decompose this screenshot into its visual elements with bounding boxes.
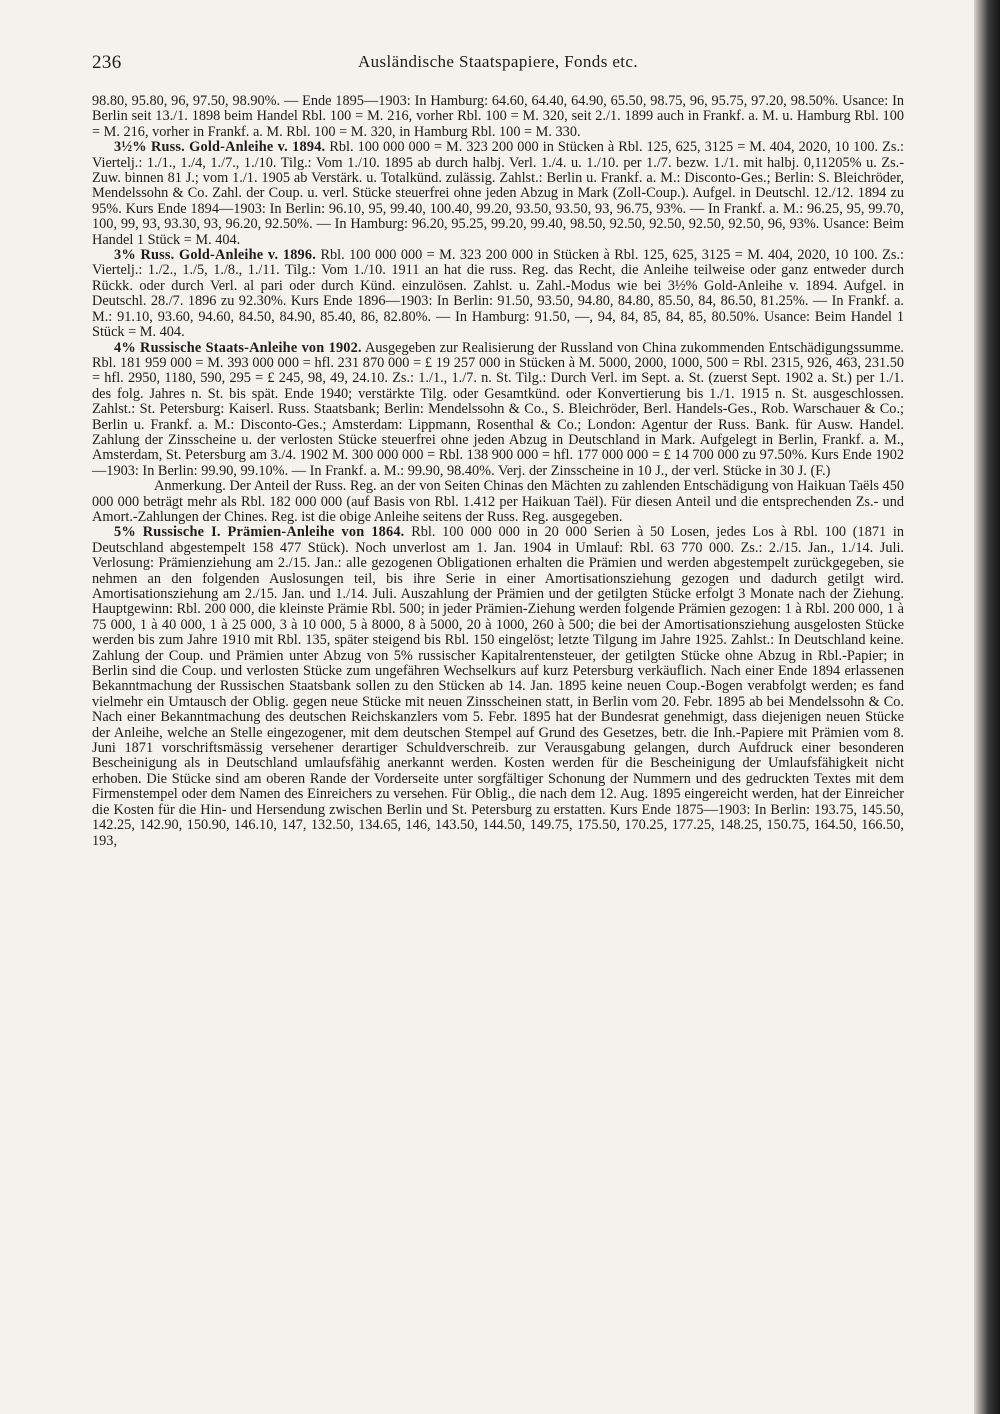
running-title: Ausländische Staatspapiere, Fonds etc. (357, 52, 639, 71)
note-text: Anmerkung. Der Anteil der Russ. Reg. an der von Seiten Chinas den Mächten zu zahlenden Entschädigung von Haikuan Taëls 450 000 000 beträgt mehr als Rbl. 182 000 000 (auf Basis von Rbl. 1.412 per Haikuan Taël). Für diesen Anteil und die entsprechenden Zs.- und Amort.-Zahlungen der Chines. Reg. ist die obige Anleihe seitens der Russ. Reg. ausgegeben. (92, 478, 904, 525)
page-number: 236 (92, 52, 122, 73)
annotation-note (92, 479, 904, 525)
paragraph-text: 98.80, 95.80, 96, 97.50, 98.90%. — Ende 1895—1903: In Hamburg: 64.60, 64.40, 64.90, 65.50, 98.75, 96, 95.75, 97.20, 98.50%. Usance: In Berlin seit 13./1. 1898 beim Handel Rbl. 100 = M. 216, vorher Rbl. 100 = M. 320, seit 2./1. 1899 auch in Frankf. a. M. u. Hamburg Rbl. 100 = M. 216, vorher in Frankf. a. M. Rbl. 100 = M. 320, in Hamburg Rbl. 100 = M. 330. (92, 93, 904, 140)
entry-gold-loan-1894 (92, 140, 904, 248)
entry-text: Ausgegeben zur Realisierung der Russland von China zukommenden Entschädigungssumme. Rbl. 181 959 000 = M. 393 000 000 = hfl. 231 870 000 = £ 19 257 000 in Stücken à M. 5000, 2000, 1000, 500 = Rbl. 2315, 926, 463, 231.50 = hfl. 2950, 1180, 590, 295 = £ 245, 98, 49, 24.10. Zs.: 1./1., 1./7. n. St. Tilg.: Durch Verl. im Sept. a. St. (zuerst Sept. 1902 a. St.) per 1./1. des folg. Jahres n. St. bis spät. Ende 1940; verstärkte Tilg. oder Gesamtkünd. oder Konvertierung bis 1./1. 1915 n. St. ausgeschlossen. Zahlst.: St. Petersburg: Kaiserl. Russ. Staatsbank; Berlin: Mendelssohn & Co., S. Bleichröder, Berl. Handels-Ges., Rob. Warschauer & Co.; Berlin u. Frankf. a. M.: Disconto-Ges.; Amsterdam: Lippmann, Rosenthal & Co.; London: Agentur der Russ. Bank. für Ausw. Handel. Zahlung der Zinsscheine u. der verlosten Stücke steuerfrei ohne jeden Abzug in Deutschland in Mark. Aufgelegt in Berlin, Frankf. a. M., Amsterdam, St. Petersburg am 3./4. 1902 M. 300 000 000 = Rbl. 138 900 000 = hfl. 177 000 000 = £ 14 700 000 zu 97.50%. Kurs Ende 1902—1903: In Berlin: 99.90, 99.10%. — In Frankf. a. M.: 99.90, 98.40%. Verj. der Zinsscheine in 10 J., der verl. Stücke in 30 J. (F.) (92, 339, 904, 479)
page-header (92, 52, 904, 78)
entry-state-loan-1902 (92, 341, 904, 480)
document-page (92, 52, 904, 849)
book-spine-edge (974, 0, 1000, 1414)
entry-title: 4% Russische Staats-Anleihe von 1902. (114, 339, 362, 356)
entry-text: Rbl. 100 000 000 = M. 323 200 000 in Stücken à Rbl. 125, 625, 3125 = M. 404, 2020, 10 100. Zs.: Viertelj.: 1./2., 1./5, 1./8., 1./11. Tilg.: Vom 1./10. 1911 an hat die russ. Reg. das Recht, die Anleihe teilweise oder ganz entweder durch Rückk. oder durch Verl. al pari oder durch Künd. einzulösen. Zahlst. u. Zahl.-Modus wie bei 3½% Gold-Anleihe v. 1894. Aufgel. in Deutschl. 28./7. 1896 zu 92.30%. Kurs Ende 1896—1903: In Berlin: 91.50, 93.50, 94.80, 84.80, 85.50, 84, 86.50, 81.25%. — In Frankf. a. M.: 91.10, 93.60, 94.60, 84.50, 84.90, 85.40, 86, 82.80%. — In Hamburg: 91.50, —, 94, 84, 85, 84, 85, 80.50%. Usance: Beim Handel 1 Stück = M. 404. (92, 247, 904, 341)
paragraph-continuation (92, 94, 904, 140)
entry-text: Rbl. 100 000 000 in 20 000 Serien à 50 Losen, jedes Los à Rbl. 100 (1871 in Deutschland abgestempelt 158 477 Stück). Noch unverlost am 1. Jan. 1904 in Umlauf: Rbl. 63 770 000. Zs.: 2./15. Jan., 1./14. Juli. Verlosung: Prämienziehung am 2./15. Jan.: alle gezogenen Obligationen erhalten die Prämien und werden abgestempelt zurückgegeben, sie nehmen an den folgenden Auslosungen teil, bis ihre Serie in einer Amortisationsziehung gezogen und dadurch getilgt wird. Amortisationsziehung am 2./15. Jan. und 1./14. Juli. Auszahlung der Prämien und der getilgten Stücke erfolgt 3 Monate nach der Ziehung. Hauptgewinn: Rbl. 200 000, die kleinste Prämie Rbl. 500; in jeder Prämien-Ziehung werden folgende Prämien gezogen: 1 à Rbl. 200 000, 1 à 75 000, 1 à 40 000, 1 à 25 000, 3 à 10 000, 5 à 8000, 8 à 5000, 20 à 1000, 260 à 500; die bei der Amortisationsziehung ausgelosten Stücke werden bis zum Jahre 1910 mit Rbl. 135, später steigend bis Rbl. 150 eingelöst; letzte Tilgung im Jahre 1925. Zahlst.: In Deutschland keine. Zahlung der Coup. und Prämien unter Abzug von 5% russischer Kapitalrentensteuer, der getilgten Stücke ohne Abzug in Rbl.-Papier; in Berlin sind die Coup. und verlosten Stücke zum ungefähren Wechselkurs auf kurz Petersburg verkäuflich. Nach einer Ende 1894 erlassenen Bekanntmachung der Russischen Staatsbank sollen zu den Stücken ab 14. Jan. 1895 keine neuen Coup.-Bogen verabfolgt werden; es fand vielmehr ein Umtausch der Oblig. gegen neue Stücke mit neuen Zinsscheinen statt, in Berlin vom 20. Febr. 1895 ab bei Mendelssohn & Co. Nach einer Bekanntmachung des deutschen Reichskanzlers vom 5. Febr. 1895 hat der Bundesrat genehmigt, dass diejenigen neuen Stücke der Anleihe, welche an Stelle eingezogener, mit dem deutschen Stempel auf Grund des Gesetzes, betr. die Inh.-Papiere mit Prämien vom 8. Juni 1871 vorschriftsmässig versehener derartiger Schuldverschreib. zur Verausgabung gelangen, durch Aufdruck einer besonderen Bescheinigung als in Deutschland umlaufsfähig anerkannt werden. Kosten werden für die Bescheinigung der Umlaufsfähigkeit nicht erhoben. Die Stücke sind am oberen Rande der Vorderseite unter sorgfältiger Schonung der Nummern und des gedruckten Textes mit dem Firmenstempel oder dem Namen des Einreichers zu versehen. Für Oblig., die nach dem 12. Aug. 1895 eingereicht werden, hat der Einreicher die Kosten für die Hin- und Hersendung zwischen Berlin und St. Petersburg zu erstatten. Kurs Ende 1875—1903: In Berlin: 193.75, 145.50, 142.25, 142.90, 150.90, 146.10, 147, 132.50, 134.65, 146, 143.50, 144.50, 149.75, 175.50, 170.25, 177.25, 148.25, 150.75, 164.50, 166.50, 193, (92, 524, 904, 849)
entry-gold-loan-1896 (92, 248, 904, 340)
entry-title: 3½% Russ. Gold-Anleihe v. 1894. (114, 139, 326, 156)
page-body (92, 94, 904, 849)
entry-text: Rbl. 100 000 000 = M. 323 200 000 in Stücken à Rbl. 125, 625, 3125 = M. 404, 2020, 10 100. Zs.: Viertelj.: 1./1., 1./4, 1./7., 1./10. Tilg.: Vom 1./10. 1895 ab durch halbj. Verl. 1./4. u. 1./10. per 1./7. bezw. 1./1. mit halbj. 0,11205% u. Zs.-Zuw. binnen 81 J.; vom 1./1. 1905 ab Verstärk. u. Totalkünd. zulässig. Zahlst.: Berlin u. Frankf. a. M.: Disconto-Ges.; Berlin: S. Bleichröder, Mendelssohn & Co. Zahl. der Coup. u. verl. Stücke steuerfrei ohne jeden Abzug in Mark (Zoll-Coup.). Aufgel. in Deutschl. 12./12. 1894 zu 95%. Kurs Ende 1894—1903: In Berlin: 96.10, 95, 99.40, 100.40, 99.20, 93.50, 93.50, 93, 96.75, 93%. — In Frankf. a. M.: 96.25, 95, 99.70, 100, 99, 93, 93.30, 93, 96.20, 92.50%. — In Hamburg: 96.20, 95.25, 99.20, 99.40, 98.50, 92.50, 92.50, 92.50, 92.50, 96, 93%. Usance: Beim Handel 1 Stück = M. 404. (92, 139, 904, 248)
entry-title: 3% Russ. Gold-Anleihe v. 1896. (114, 247, 317, 264)
entry-title: 5% Russische I. Prämien-Anleihe von 1864. (114, 524, 405, 541)
entry-premium-loan-1864 (92, 525, 904, 849)
